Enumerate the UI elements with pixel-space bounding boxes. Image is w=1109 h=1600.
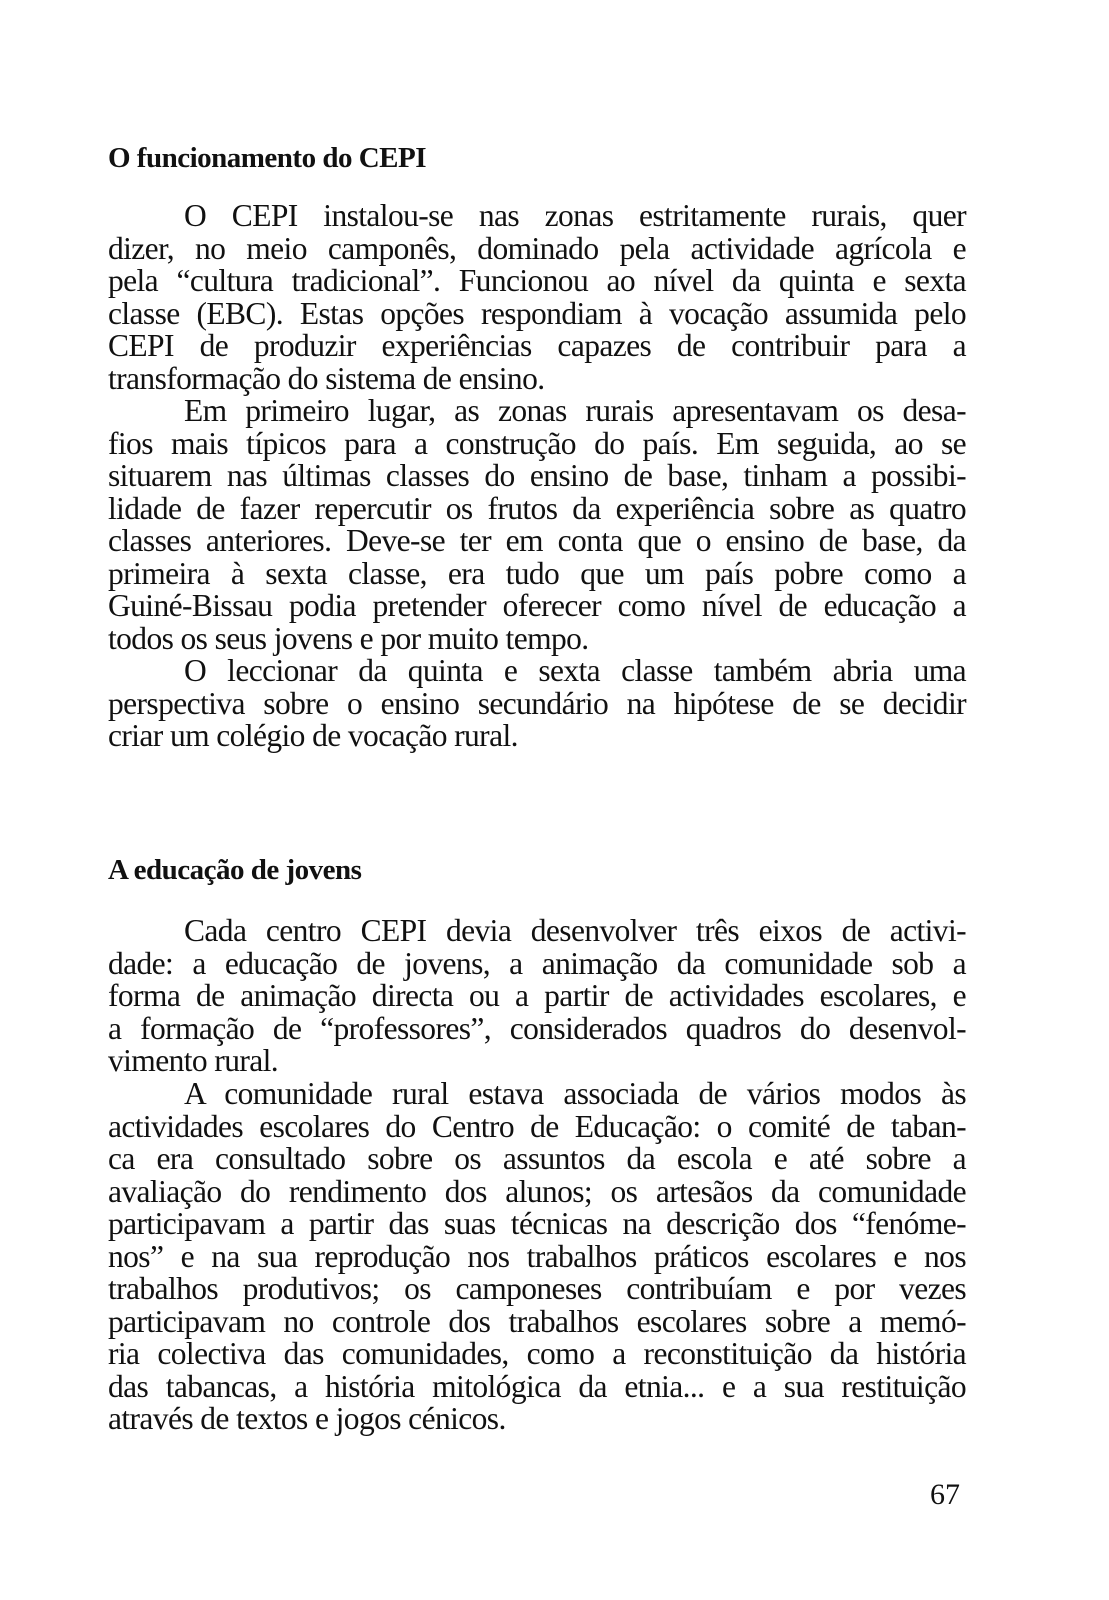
text-line: classe (EBC). Estas opções respondiam à vocação assumida pelo [108,295,966,331]
text-line: dizer, no meio camponês, dominado pela actividade agrícola e [108,230,966,266]
text-line: dade: a educação de jovens, a animação da comunidade sob a [108,945,966,981]
paragraph-3 [108,655,966,753]
page-number: 67 [930,1478,960,1511]
text-line: a formação de “professores”, considerados quadros do desenvol- [108,1010,966,1046]
paragraph-4 [108,915,966,1078]
text-line: através de textos e jogos cénicos. [108,1401,506,1436]
text-line: perspectiva sobre o ensino secundário na hipótese de se decidir [108,685,966,721]
text-line: lidade de fazer repercutir os frutos da experiência sobre as quatro [108,490,966,526]
text-line: nos” e na sua reprodução nos trabalhos práticos escolares e nos [108,1238,966,1274]
text-line: actividades escolares do Centro de Educação: o comité de taban- [108,1108,966,1144]
text-line: vimento rural. [108,1043,279,1078]
text-line: O leccionar da quinta e sexta classe também abria uma [184,653,966,688]
text-line: todos os seus jovens e por muito tempo. [108,620,589,656]
paragraph-2 [108,395,966,655]
text-line: classes anteriores. Deve-se ter em conta que o ensino de base, da [108,523,966,558]
paragraph-5 [108,1078,966,1436]
text-line: trabalhos produtivos; os camponeses contribuíam e por vezes [108,1271,966,1306]
text-line: das tabancas, a história mitológica da etnia... e a sua restituição [108,1368,966,1404]
text-line: participavam no controle dos trabalhos escolares sobre a memó- [108,1303,966,1339]
text-line: participavam a partir das suas técnicas na descrição dos “fenóme- [108,1206,966,1241]
text-line: pela “cultura tradicional”. Funcionou ao nível da quinta e sexta [108,263,966,298]
text-line: forma de animação directa ou a partir de actividades escolares, e [108,978,966,1013]
section-heading-funcionamento: O funcionamento do CEPI [108,142,427,174]
section-heading-educacao-jovens: A educação de jovens [108,854,362,886]
text-line: fios mais típicos para a construção do país. Em seguida, ao se [108,425,966,461]
text-line: Em primeiro lugar, as zonas rurais apresentavam os desa- [184,393,966,428]
text-line: transformação do sistema de ensino. [108,360,545,396]
text-line: ria colectiva das comunidades, como a reconstituição da história [108,1336,966,1371]
text-line: Cada centro CEPI devia desenvolver três eixos de activi- [184,913,966,948]
text-line: criar um colégio de vocação rural. [108,718,518,753]
text-line: CEPI de produzir experiências capazes de contribuir para a [108,328,966,363]
paragraph-1 [108,200,966,395]
text-line: primeira à sexta classe, era tudo que um país pobre como a [108,555,966,591]
text-line: O CEPI instalou-se nas zonas estritamente rurais, quer [184,198,966,233]
text-line: situarem nas últimas classes do ensino de base, tinham a possibi- [108,458,966,493]
text-line: A comunidade rural estava associada de vários modos às [184,1076,966,1111]
text-line: Guiné-Bissau podia pretender oferecer como nível de educação a [108,588,966,623]
text-line: avaliação do rendimento dos alunos; os artesãos da comunidade [108,1173,966,1209]
text-line: ca era consultado sobre os assuntos da escola e até sobre a [108,1141,966,1176]
